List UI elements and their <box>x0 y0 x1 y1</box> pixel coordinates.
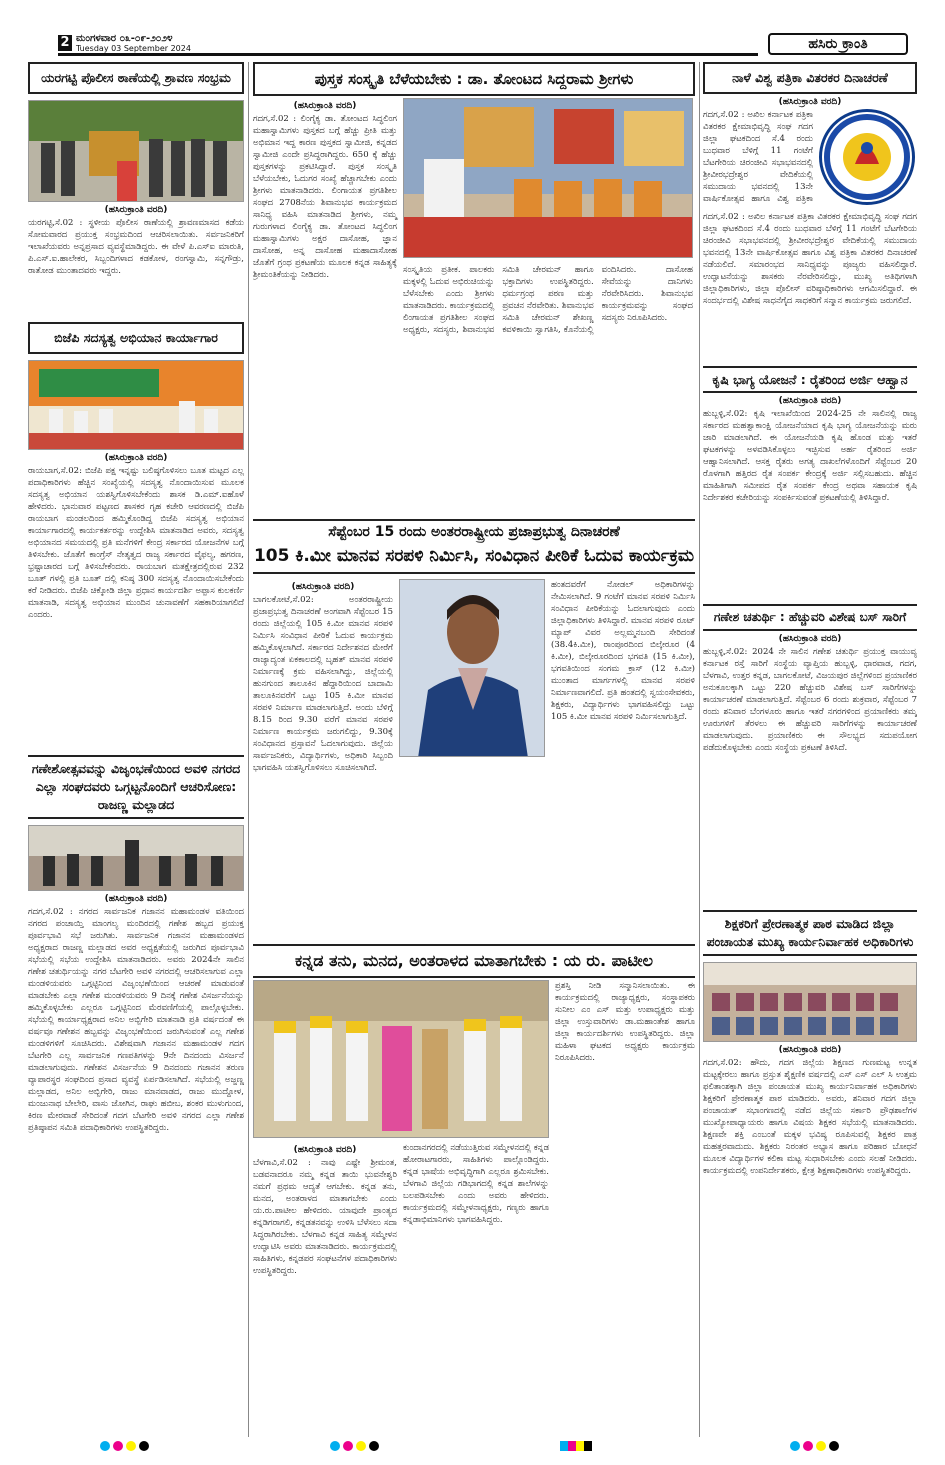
story-police-shravana <box>28 62 244 315</box>
story-teachers-motivation <box>703 910 917 1437</box>
photo-illustration <box>29 361 244 450</box>
headline: ನಾಳೆ ವಿಶ್ವ ಪತ್ರಿಕಾ ವಿತರಕರ ದಿನಾಚರಣೆ <box>703 62 917 94</box>
story-body-middle: ಕುಂದಾನಗರದಲ್ಲಿ ನಡೆಯುತ್ತಿರುವ ಸಮ್ಮೇಳನದಲ್ಲಿ ಕನ್ನಡ ಹೋರಾಟಗಾರರು, ಸಾಹಿತಿಗಳು ಪಾಲ್ಗೊಂಡಿದ್ದರು. ಕನ್ನಡ ಭಾಷೆಯ ಅಭಿವೃದ್ಧಿಗಾಗಿ ಎಲ್ಲರೂ ಶ್ರಮಿಸಬೇಕು. ಬೆಳಗಾವಿ ಜಿಲ್ಲೆಯ ಗಡಿಭಾಗದಲ್ಲಿ ಕನ್ನಡ ಶಾಲೆಗಳನ್ನು ಬಲಪಡಿಸಬೇಕು ಎಂದು ಅವರು ಹೇಳಿದರು. ಕಾರ್ಯಕ್ರಮದಲ್ಲಿ ಸಮ್ಮೇಳನಾಧ್ಯಕ್ಷರು, ಗಣ್ಯರು ಹಾಗೂ ಕನ್ನಡಾಭಿಮಾನಿಗಳು ಭಾಗವಹಿಸಿದ್ದರು. <box>403 1143 549 1225</box>
photo-illustration <box>254 981 549 1138</box>
story-pustaka-samskruti <box>253 62 695 514</box>
story-bjp-membership <box>28 322 244 747</box>
story-left-column <box>253 98 397 281</box>
column-divider <box>248 62 249 1437</box>
story-ganesha-bus <box>703 604 917 904</box>
story-body-continued: ಗದಗ,ಸೆ.02 : ಅಖಿಲ ಕರ್ನಾಟಕ ಪತ್ರಿಕಾ ವಿತರಕರ ಕ್ಷೇಮಾಭಿವೃದ್ಧಿ ಸಂಘ ಗದಗ ಜಿಲ್ಲಾ ಘಟಕದಿಂದ ಸೆ.4 ರಂದು ಬುಧವಾರ ಬೆಳಿಗ್ಗೆ 11 ಗಂಟೆಗೆ ಬೆಟಗೇರಿಯ ಚಿರಂಜೀವಿ ಸಭಾಭವನದಲ್ಲಿ ಶ್ರೀವೀರಭದ್ರೇಶ್ವರ ವೇದಿಕೆಯಲ್ಲಿ ಸಮುದಾಯ ಭವನದಲ್ಲಿ 13ನೇ ವಾರ್ಷಿಕೋತ್ಸವ ಹಾಗೂ ವಿಶ್ವ ಪತ್ರಿಕಾ ವಿತರಕರ ದಿನಾಚರಣೆ ನಡೆಯಲಿದೆ. ಸಮಾರಂಭದ ಸಾನಿಧ್ಯವನ್ನು ಪೂಜ್ಯರು ವಹಿಸಲಿದ್ದಾರೆ. ಉದ್ಘಾಟನೆಯನ್ನು ಶಾಸಕರು ನೆರವೇರಿಸಲಿದ್ದು, ಮುಖ್ಯ ಅತಿಥಿಗಳಾಗಿ ಜಿಲ್ಲಾಧಿಕಾರಿಗಳು, ಜಿಲ್ಲಾ ಪೊಲೀಸ್ ವರಿಷ್ಠಾಧಿಕಾರಿಗಳು ಆಗಮಿಸಲಿದ್ದಾರೆ. ಈ ಸಂದರ್ಭದಲ್ಲಿ ವಿಶೇಷ ಸಾಧನೆಗೈದ ಸಾಧಕರಿಗೆ ಸನ್ಮಾನ ಕಾರ್ಯಕ್ರಮ ಜರುಗಲಿದೆ. <box>703 212 917 306</box>
story-left-column <box>253 579 393 774</box>
story-body: ರಾಯಬಾಗ,ಸೆ.02: ಬಿಜೆಪಿ ಪಕ್ಷ ಇನ್ನಷ್ಟು ಬಲಿಷ್ಠಗೊಳಿಸಲು ಬೂತ ಮಟ್ಟದ ಎಲ್ಲ ಪದಾಧಿಕಾರಿಗಳು ಹೆಚ್ಚಿನ ಸಂಖ್ಯೆಯಲ್ಲಿ ಸದಸ್ಯತ್ವ ನೊಂದಾಯಿಸುವ ಮೂಲಕ ಸದಸ್ಯತ್ವ ಅಭಿಯಾನ ಯಶಸ್ವಿಗೊಳಿಸಬೇಕೆಂದು ಶಾಸಕ ಡಿ.ಎಮ್.ಐಹೊಳೆ ಹೇಳಿದರು. ಭಾನುವಾರ ಪಟ್ಟಣದ ಶಾಸಕರ ಗೃಹ ಕಚೇರಿ ಆವರಣದಲ್ಲಿ ಬಿಜೆಪಿ ರಾಯಬಾಗ ಮಂಡಲದಿಂದ ಹಮ್ಮಿಕೊಂಡಿದ್ದ ಬಿಜೆಪಿ ಸದಸ್ಯತ್ವ ಅಭಿಯಾನ ಕಾರ್ಯಾಗಾರದಲ್ಲಿ ಕಾರ್ಯಕರ್ತರನ್ನು ಉದ್ದೇಶಿಸಿ ಮಾತನಾಡಿದ ಅವರು, ಸದಸ್ಯತ್ವ ಅಭಿಯಾನದ ಸಮಯದಲ್ಲಿ ಪ್ರತಿ ಮನೆಗಳಿಗೆ ಕೇಂದ್ರ ಸರ್ಕಾರದ ಯೋಜನೆಗಳ ಬಗ್ಗೆ ತಿಳಿಸಬೇಕು. ಜೊತೆಗೆ ಕಾಂಗ್ರೆಸ್ ನೇತೃತ್ವದ ರಾಜ್ಯ ಸರ್ಕಾರದ ವೈಫಲ್ಯ, ಹಗರಣ, ಭ್ರಷ್ಟಾಚಾರದ ಬಗ್ಗೆ ತಿಳಿಸಬೇಕೆಂದರು. ರಾಯಬಾಗ ಮತಕ್ಷೇತ್ರದಲ್ಲಿರುವ 232 ಬೂತ್ ಗಳಲ್ಲಿ ಪ್ರತಿ ಬೂತ್ ದಲ್ಲಿ ಕನಿಷ್ಠ 300 ಸದಸ್ಯತ್ವ ನೊಂದಾಯಿಸಬೇಕೆಂದು ಕರೆ ನೀಡಿದರು. ಬಿಜೆಪಿ ಚಿಕ್ಕೋಡಿ ಜಿಲ್ಲಾ ಪ್ರಧಾನ ಕಾರ್ಯದರ್ಶಿ ಅಪ್ಪಾಸ ಕುಲಕರ್ಣಿ ಮಾತನಾಡಿ, ಸದಸ್ಯತ್ವ ಅಭಿಯಾನ ಮುಂದಿನ ಚುನಾವಣೆಗೆ ಸಹಕಾರಿಯಾಗಲಿದೆ ಎಂದರು. <box>28 466 244 620</box>
story-body: ಗದಗ,ಸೆ.02 : ಲಿಂಗೈಕ್ಯ ಡಾ. ತೋಂಟದ ಸಿದ್ಧಲಿಂಗ ಮಹಾಸ್ವಾಮಿಗಳು ಪುಸ್ತಕದ ಬಗ್ಗೆ ಹೆಚ್ಚು ಪ್ರೀತಿ ಮತ್ತು ಅಭಿಮಾನ ಇದ್ದ ಕಾರಣ ಪುಸ್ತಕದ ಸ್ವಾಮೀಜಿ, ಕನ್ನಡದ ಸ್ವಾಮೀಜಿ ಎಂದೇ ಪ್ರಸಿದ್ಧರಾಗಿದ್ದರು. 650 ಕ್ಕೆ ಹೆಚ್ಚು ಪುಸ್ತಕಗಳನ್ನು ಪ್ರಕಟಿಸಿದ್ದಾರೆ. ಪುಸ್ತಕ ಸಂಸ್ಕೃತಿ ಬೆಳೆಯಬೇಕು, ಓದುಗರ ಸಂಖ್ಯೆ ಹೆಚ್ಚಾಗಬೇಕು ಎಂದು ಶ್ರೀಗಳು ಮಾತನಾಡಿದರು. ಲಿಂಗಾಯತ ಪ್ರಗತಿಶೀಲ ಸಂಘದ 2708ನೆಯ ಶಿವಾನುಭವ ಕಾರ್ಯಕ್ರಮದ ಸಾನಿಧ್ಯ ವಹಿಸಿ ಮಾತನಾಡಿದ ಶ್ರೀಗಳು, ನಮ್ಮ ಗುರುಗಳಾದ ಲಿಂಗೈಕ್ಯ ಡಾ. ತೋಂಟದ ಸಿದ್ಧಲಿಂಗ ಮಹಾಸ್ವಾಮಿಗಳು ಅಕ್ಷರ ದಾಸೋಹ, ಜ್ಞಾನ ದಾಸೋಹ, ಅನ್ನ ದಾಸೋಹ ಮಹಾದಾಸೋಹ ಜೊತೆಗೆ ಗ್ರಂಥ ಪ್ರಕಟಣೆಯ ಮೂಲಕ ಕನ್ನಡ ಸಾಹಿತ್ಯಕ್ಕೆ ಶ್ರೀಮಂತಿಕೆಯನ್ನು ನೀಡಿದರು. <box>253 114 397 280</box>
masthead-rule <box>58 53 758 56</box>
story-credit: (ಹಸಿರುಕ್ರಾಂತಿ ವರದಿ) <box>104 894 168 904</box>
story-body: ಗದಗ,ಸೆ.02: ಹೌದು, ಗದಗ ಜಿಲ್ಲೆಯ ಶಿಕ್ಷಣದ ಗುಣಮಟ್ಟ ಉನ್ನತ ಮಟ್ಟಕ್ಕೇರಲು ಹಾಗೂ ಪ್ರಸ್ತುತ ಶೈಕ್ಷಣಿಕ ವರ್ಷದಲ್ಲಿ ಎಸ್ ಎಸ್ ಎಲ್ ಸಿ ಉತ್ತಮ ಫಲಿತಾಂಶಕ್ಕಾಗಿ ಜಿಲ್ಲಾ ಪಂಚಾಯತ ಮುಖ್ಯ ಕಾರ್ಯನಿರ್ವಾಹಕ ಅಧಿಕಾರಿಗಳು ಶಿಕ್ಷಕರಿಗೆ ಪ್ರೇರಣಾತ್ಮಕ ಪಾಠ ಮಾಡಿದರು. ಅವರು, ಶನಿವಾರ ಗದಗ ಜಿಲ್ಲಾ ಪಂಚಾಯತ್ ಸಭಾಂಗಣದಲ್ಲಿ ನಡೆದ ಜಿಲ್ಲೆಯ ಸರ್ಕಾರಿ ಪ್ರೌಢಶಾಲೆಗಳ ಮುಖ್ಯೋಪಾಧ್ಯಾಯರು ಹಾಗೂ ವಿಷಯ ಶಿಕ್ಷಕರ ಸಭೆಯಲ್ಲಿ ಮಾತನಾಡಿದರು. ಶಿಕ್ಷಣವೇ ಶಕ್ತಿ ಎಂಬಂತೆ ಮಕ್ಕಳ ಭವಿಷ್ಯ ರೂಪಿಸುವಲ್ಲಿ ಶಿಕ್ಷಕರ ಪಾತ್ರ ಮಹತ್ತರವಾದುದು. ಶಿಕ್ಷಕರು ನಿರಂತರ ಅಭ್ಯಾಸ ಹಾಗೂ ಪರಿಹಾರ ಬೋಧನೆ ಮೂಲಕ ವಿದ್ಯಾರ್ಥಿಗಳ ಕಲಿಕಾ ಮಟ್ಟ ಸುಧಾರಿಸಬೇಕು ಎಂದು ಸಲಹೆ ನೀಡಿದರು. ಕಾರ್ಯಕ್ರಮದಲ್ಲಿ ಉಪನಿರ್ದೇಶಕರು, ಕ್ಷೇತ್ರ ಶಿಕ್ಷಣಾಧಿಕಾರಿಗಳು ಉಪಸ್ಥಿತರಿದ್ದರು. <box>703 1058 917 1176</box>
page-masthead <box>0 0 945 56</box>
headline: ಪುಸ್ತಕ ಸಂಸ್ಕೃತಿ ಬೆಳೆಯಬೇಕು : ಡಾ. ತೋಂಟದ ಸಿದ್ದರಾಮ ಶ್ರೀಗಳು <box>253 62 695 96</box>
headline: ಬಿಜೆಪಿ ಸದಸ್ಯತ್ವ ಅಭಿಯಾನ ಕಾರ್ಯಾಗಾರ <box>28 322 244 354</box>
story-body: ಬಾಗಲಕೋಟೆ,ಸೆ.02: ಅಂತರರಾಷ್ಟ್ರೀಯ ಪ್ರಜಾಪ್ರಭುತ್ವ ದಿನಾಚರಣೆ ಅಂಗವಾಗಿ ಸೆಪ್ಟೆಂಬರ 15 ರಂದು ಜಿಲ್ಲೆಯಲ್ಲಿ 105 ಕಿ.ಮೀ ಮಾನವ ಸರಪಳಿ ನಿರ್ಮಿಸಿ ಸಂವಿಧಾನ ಪೀಠಿಕೆ ಓದುವ ಕಾರ್ಯಕ್ರಮ ಹಮ್ಮಿಕೊಳ್ಳಲಾಗಿದೆ. ಸರ್ಕಾರದ ನಿರ್ದೇಶನದ ಮೇರೆಗೆ ರಾಜ್ಯಾದ್ಯಂತ ಏಕಕಾಲದಲ್ಲಿ ಬೃಹತ್ ಮಾನವ ಸರಪಳಿ ನಿರ್ಮಾಣಕ್ಕೆ ಕ್ರಮ ವಹಿಸಲಾಗಿದ್ದು, ಜಿಲ್ಲೆಯಲ್ಲಿ ಹುನಗುಂದ ತಾಲೂಕಿನ ಹೆದ್ದಾರಿಯಿಂದ ಬಾದಾಮಿ ತಾಲೂಕಿನವರೆಗೆ ಒಟ್ಟು 105 ಕಿ.ಮೀ ಮಾನವ ಸರಪಳಿ ನಿರ್ಮಾಣ ಮಾಡಲಾಗುತ್ತಿದೆ. ಅಂದು ಬೆಳಿಗ್ಗೆ 8.15 ರಿಂದ 9.30 ವರೆಗೆ ಮಾನವ ಸರಪಳಿ ನಿರ್ಮಾಣ ಕಾರ್ಯಕ್ರಮ ಜರುಗಲಿದ್ದು, 9.30ಕ್ಕೆ ಸಂವಿಧಾನದ ಪ್ರಸ್ತಾವನೆ ಓದಲಾಗುವುದು. ಜಿಲ್ಲೆಯ ಸಾರ್ವಜನಿಕರು, ವಿದ್ಯಾರ್ಥಿಗಳು, ಅಧಿಕಾರಿ ಸಿಬ್ಬಂದಿ ಭಾಗವಹಿಸಿ ಯಶಸ್ವಿಗೊಳಿಸಲು ಸೂಚಿಸಲಾಗಿದೆ. <box>253 595 393 773</box>
story-body: ಬೆಳಗಾವಿ,ಸೆ.02 : ನಾವು ಎಷ್ಟೇ ಶ್ರೀಮಂತ, ಬಡವನಾದರೂ ನಮ್ಮ ಕನ್ನಡ ತಾಯಿ ಭುವನೇಶ್ವರಿ ನಮಗೆ ಪ್ರಥಮ ಆದ್ಯತೆ ಆಗಬೇಕು. ಕನ್ನಡ ತನು, ಮನದ, ಅಂತರಾಳದ ಮಾತಾಗಬೇಕು ಎಂದು ಯ.ರು.ಪಾಟೀಲ ಹೇಳಿದರು. ಯಾವುದೇ ಪ್ರಾಂತ್ಯದ ಕನ್ನಡಿಗರಾಗಲಿ, ಕನ್ನಡತನವನ್ನು ಉಳಿಸಿ ಬೆಳೆಸಲು ಸದಾ ಸಿದ್ಧರಾಗಿರಬೇಕು. ಬೆಳಗಾವಿ ಕನ್ನಡ ಸಾಹಿತ್ಯ ಸಮ್ಮೇಳನ ಉದ್ಘಾಟಿಸಿ ಅವರು ಮಾತನಾಡಿದರು. ಕಾರ್ಯಕ್ರಮದಲ್ಲಿ ಸಾಹಿತಿಗಳು, ಕನ್ನಡಪರ ಸಂಘಟನೆಗಳ ಪದಾಧಿಕಾರಿಗಳು ಉಪಸ್ಥಿತರಿದ್ದರು. <box>253 1158 397 1276</box>
story-left-column <box>253 1142 397 1277</box>
photo-ganesha-meeting <box>28 825 244 891</box>
portrait-illustration <box>400 580 545 757</box>
story-body: ಗದಗ,ಸೆ.02 : ನಗರದ ಸಾರ್ವಜನಿಕ ಗಜಾನನ ಮಹಾಮಂಡಳ ವತಿಯಿಂದ ನಗರದ ಪಂಚಾಯ್ತಿ ಮಾಂಗಲ್ಯ ಮಂದಿರದಲ್ಲಿ ಗಣೇಶ ಹಬ್ಬದ ಪ್ರಯುಕ್ತ ಪೂರ್ವಭಾವಿ ಸಭೆ ಜರುಗಿತು. ಸಾರ್ವಜನಿಕ ಗಜಾನನ ಮಹಾಮಂಡಳದ ಅಧ್ಯಕ್ಷರಾದ ರಾಜಣ್ಣ ಮಲ್ಲಾಡದ ಅವರ ಅಧ್ಯಕ್ಷತೆಯಲ್ಲಿ ಜರುಗಿದ ಪೂರ್ವಭಾವಿ ಸಭೆಯಲ್ಲಿ ಸಭೆಯ ಉದ್ದೇಶಿಸಿ ಮಾತನಾಡಿದರು. ಅವರು 2024ನೇ ಸಾಲಿನ ಗಣೇಶ ಚತುರ್ಥಿಯನ್ನು ನಗರ ಬೆಟಗೇರಿ ಅವಳಿ ನಗರದಲ್ಲಿ ಆಚರಿಸಲಾಗುವ ಎಲ್ಲಾ ಮಂಡಳಿಯವರು ಒಗ್ಗಟ್ಟಿನಿಂದ ವಿಜೃಂಭಣೆಯಿಂದ ಆಚರಣೆ ಮಾಡುವಂತೆ ಮಾಡಬೇಕು ಎಲ್ಲಾ ಗಣೇಶ ಮಂಡಳಿಯವರು 9 ದಿನಕ್ಕೆ ಗಣೇಶ ವಿಸರ್ಜನೆಯನ್ನು ಹಮ್ಮಿಕೊಳ್ಳಬೇಕು ಎಲ್ಲರೂ ಒಗ್ಗಟ್ಟಿನಿಂದ ಮೆರವಣಿಗೆಯಲ್ಲಿ ಪಾಲ್ಗೊಳ್ಳಬೇಕು. ಸಭೆಯಲ್ಲಿ ಕಾರ್ಯಾಧ್ಯಕ್ಷರಾದ ಅನಿಲ ಅಬ್ಬಿಗೇರಿ ಮಾತನಾಡಿ ಪ್ರತಿ ವರ್ಷದಂತೆ ಈ ವರ್ಷವೂ ಗಣೇಶನ ಹಬ್ಬವನ್ನು ವಿಜೃಂಭಣೆಯಿಂದ ಜರುಗಿಸುವಂತೆ ಎಲ್ಲ ಗಣೇಶ ಮಂಡಳಿಗಳಿಗೆ ಸೂಚಿಸಿದರು. ವಿಶೇಷವಾಗಿ ಗಜಾನನ ಮಹಾಮಂಡಳ ಗದಗ ಬೆಟಗೇರಿ ಎಲ್ಲ ಸಾರ್ವಜನಿಕ ಗಣಪತಿಗಳನ್ನು 9ನೇ ದಿನದಂದು ವಿಸರ್ಜನೆ ಮಾಡಲಾಗುವುದು. ಗಣೇಶನ ವಿಸರ್ಜನೆಯ 9 ದಿನದಂದು ಗಜಾನನ ತರುಣ ವ್ಯಾಪಾರಸ್ಥರ ಸಂಘದಿಂದ ಪ್ರಸಾದ ವ್ಯವಸ್ಥೆ ಏರ್ಪಡಿಸಲಾಗಿದೆ. ಸಭೆಯಲ್ಲಿ ಅಜ್ಜಣ್ಣ ಮಲ್ಲಾಡದ, ಅನಿಲ ಅಬ್ಬಿಗೇರಿ, ರಾಜು ಮಾನವಾಡದ, ರಾಜು ಮುದ್ದೋಳ, ಮಂಜುನಾಥ ಬೇಲೇರಿ, ವಾಸು ಜೋಗಿನ, ರಾಘು ಹಬೀಬ, ಶಂಕರ ಮುಳುಗುಂದ, ಕಿರಣ ಮೇರವಾಡೆ ಸೇರಿದಂತೆ ಗದಗ ಬೆಟಗೇರಿ ಅವಳಿ ನಗರದ ಎಲ್ಲಾ ಗಣೇಶ ಪ್ರತಿಷ್ಠಾಪನ ಸಮಿತಿ ಪದಾಧಿಕಾರಿಗಳು ಉಪಸ್ಥಿತರಿದ್ದರು. <box>28 907 244 1133</box>
color-bar <box>560 1441 592 1451</box>
headline: ಕನ್ನಡ ತನು, ಮನದ, ಅಂತರಾಳದ ಮಾತಾಗಬೇಕು : ಯ ರು. ಪಾಟೀಲ <box>253 944 695 978</box>
headline: ಗಣೇಶ ಚತುರ್ಥಿ : ಹೆಚ್ಚುವರಿ ವಿಶೇಷ ಬಸ್ ಸಾರಿಗೆ <box>703 604 917 631</box>
registration-marks <box>790 1441 839 1451</box>
kicker: ಸೆಪ್ಟೆಂಬರ 15 ರಂದು ಅಂತರರಾಷ್ಟ್ರೀಯ ಪ್ರಜಾಪ್ರಭುತ್ವ ದಿನಾಚರಣೆ <box>253 519 695 544</box>
registration-marks <box>100 1441 149 1451</box>
story-credit: (ಹಸಿರುಕ್ರಾಂತಿ ವರದಿ) <box>291 582 355 592</box>
photo-illustration <box>29 101 244 202</box>
story-body-right: ಹಂತದವರೆಗೆ ನೋಡಲ್ ಅಧಿಕಾರಿಗಳನ್ನು ನೇಮಿಸಲಾಗಿದೆ. 9 ಗಂಟೆಗೆ ಮಾನವ ಸರಪಳಿ ನಿರ್ಮಿಸಿ ಸಂವಿಧಾನ ಪೀಠಿಕೆಯನ್ನು ಓದಲಾಗುವುದು ಎಂದು ಜಿಲ್ಲಾಧಿಕಾರಿಗಳು ತಿಳಿಸಿದ್ದಾರೆ. ಮಾನವ ಸರಪಳಿ ರೂಟ್ ಮ್ಯಾಪ್ ವಿವರ ಅಲ್ಲಮ್ಮನಬಂದಿ ಸೇರಿದಂತೆ (38.4ಕಿ.ಮೀ), ರಾಂಪೂರದಿಂದ ಬಿಲ್ಕೇರೂರ (4 ಕಿ.ಮೀ), ಬಿಲ್ಕೇರೂರದಿಂದ ಭಗವತಿ (15 ಕಿ.ಮೀ), ಭಗವತಿಯಿಂದ ಸಂಗಮ ಕ್ರಾಸ್ (12 ಕಿ.ಮೀ) ಮುಂತಾದ ಮಾರ್ಗಗಳಲ್ಲಿ ಮಾನವ ಸರಪಳಿ ನಿರ್ಮಾಣವಾಗಲಿದೆ. ಪ್ರತಿ ಹಂತದಲ್ಲಿ ಸ್ವಯಂಸೇವಕರು, ಶಿಕ್ಷಕರು, ವಿದ್ಯಾರ್ಥಿಗಳು ಭಾಗವಹಿಸಲಿದ್ದು ಒಟ್ಟು 105 ಕಿ.ಮೀ ಮಾನವ ಸರಪಳಿ ನಿರ್ಮಿಸಲಾಗುತ್ತಿದೆ. <box>551 580 695 722</box>
date-line: ಮಂಗಳವಾರ ೦೩-೦೯-೨೦೨೪ <box>76 33 173 44</box>
story-krushi-bhagya <box>703 366 917 598</box>
story-top-row <box>703 109 917 207</box>
story-credit: (ಹಸಿರುಕ್ರಾಂತಿ ವರದಿ) <box>778 97 842 107</box>
story-body-right: ಸಂಸ್ಕೃತಿಯ ಪ್ರತೀಕ. ಪಾಲಕರು ಮಕ್ಕಳಲ್ಲಿ ಓದುವ ಅಭಿರುಚಿಯನ್ನು ಬೆಳೆಸಬೇಕು ಎಂದು ಶ್ರೀಗಳು ಮಾತನಾಡಿದರು. ಕಾರ್ಯಕ್ರಮದಲ್ಲಿ ಲಿಂಗಾಯತ ಪ್ರಗತಿಶೀಲ ಸಂಘದ ಅಧ್ಯಕ್ಷರು, ಸದಸ್ಯರು, ಶಿವಾನುಭವ ಸಮಿತಿ ಚೇರಮನ್ ಹಾಗೂ ಭಕ್ತಾದಿಗಳು ಉಪಸ್ಥಿತರಿದ್ದರು. ಧರ್ಮಗ್ರಂಥ ಪಠಣ ಮತ್ತು ಪ್ರವಚನ ನೆರವೇರಿತು. ಶಿವಾನುಭವ ಸಮಿತಿ ಚೇರಮನ್ ಶೇಖಣ್ಣ ಕವಳಿಕಾಯಿ ಸ್ವಾಗತಿಸಿ, ಕೊನೆಯಲ್ಲಿ ವಂದಿಸಿದರು. ದಾಸೋಹ ಸೇವೆಯನ್ನು ದಾನಿಗಳು ನೆರವೇರಿಸಿದರು. ಶಿವಾನುಭವ ಕಾರ್ಯಕ್ರಮವನ್ನು ಸಂಘದ ಸದಸ್ಯರು ನಿರೂಪಿಸಿದರು. <box>403 265 693 335</box>
photo-pustaka-event <box>403 98 693 258</box>
registration-marks <box>330 1441 379 1451</box>
photo-official-portrait <box>399 579 545 757</box>
story-ganeshotsava <box>28 755 244 1437</box>
story-distributors-day <box>703 62 917 360</box>
story-body: ಗದಗ,ಸೆ.02 : ಅಖಿಲ ಕರ್ನಾಟಕ ಪತ್ರಿಕಾ ವಿತರಕರ ಕ್ಷೇಮಾಭಿವೃದ್ಧಿ ಸಂಘ ಗದಗ ಜಿಲ್ಲಾ ಘಟಕದಿಂದ ಸೆ.4 ರಂದು ಬುಧವಾರ ಬೆಳಿಗ್ಗೆ 11 ಗಂಟೆಗೆ ಬೆಟಗೇರಿಯ ಚಿರಂಜೀವಿ ಸಭಾಭವನದಲ್ಲಿ ಶ್ರೀವೀರಭದ್ರೇಶ್ವರ ವೇದಿಕೆಯಲ್ಲಿ ಸಮುದಾಯ ಭವನದಲ್ಲಿ 13ನೇ ವಾರ್ಷಿಕೋತ್ಸವ ಹಾಗೂ ವಿಶ್ವ ಪತ್ರಿಕಾ <box>703 110 813 204</box>
photo-illustration <box>704 963 917 1042</box>
photo-police-event <box>28 100 244 202</box>
logo-emblem <box>822 112 912 202</box>
story-credit: (ಹಸಿರುಕ್ರಾಂತಿ ವರದಿ) <box>778 634 842 644</box>
photo-bjp-event <box>28 360 244 450</box>
story-kannada-sammelana <box>253 944 695 1437</box>
story-body: ಯರಗಟ್ಟಿ,ಸೆ.02 : ಸ್ಥಳೀಯ ಪೊಲೀಸ ಠಾಣೆಯಲ್ಲಿ ಶ್ರಾವಣಮಾಸದ ಕಡೆಯ ಸೋಮವಾರದ ಪ್ರಯುಕ್ತ ಸಂಭ್ರಮದಿಂದ ಆಚರಿಸಲಾಯಿತು. ಸರ್ವಜನಿಕರಿಗೆ ಇಲಾಖೆಯವರು ಅನ್ನಪ್ರಸಾದ ವ್ಯವಸ್ಥೆಮಾಡಿದ್ದರು. ಈ ವೇಳೆ ಪಿ.ಎಸ್‌ಐ ಮಾರುತಿ, ಪಿ.ಎಸ್.ಐ.ಹಾಲೇಕರ, ಸಿಬ್ಬಂದಿಗಳಾದ ಕಡಕೋಳ, ರಂಗಸ್ವಾಮಿ, ಸನ್ನಗೌಡ್ರು, ರಾತೋಡ ಮುಂತಾದವರು ಇದ್ದರು. <box>28 218 244 276</box>
association-logo <box>819 109 915 205</box>
story-credit: (ಹಸಿರುಕ್ರಾಂತಿ ವರದಿ) <box>778 396 842 406</box>
story-body: ಹುಬ್ಬಳ್ಳಿ,ಸೆ.02: 2024 ನೇ ಸಾಲಿನ ಗಣೇಶ ಚತುರ್ಥಿ ಪ್ರಯುಕ್ತ ವಾಯುವ್ಯ ಕರ್ನಾಟಕ ರಸ್ತೆ ಸಾರಿಗೆ ಸಂಸ್ಥೆಯ ವ್ಯಾಪ್ತಿಯ ಹುಬ್ಬಳ್ಳಿ, ಧಾರವಾಡ, ಗದಗ, ಬೆಳಗಾವಿ, ಉತ್ತರ ಕನ್ನಡ, ಬಾಗಲಕೋಟೆ, ವಿಜಯಪುರ ಜಿಲ್ಲೆಗಳಿಂದ ಪ್ರಯಾಣಿಕರ ಅನುಕೂಲಕ್ಕಾಗಿ ಒಟ್ಟು 220 ಹೆಚ್ಚುವರಿ ವಿಶೇಷ ಬಸ್ ಸಾರಿಗೆಗಳನ್ನು ಕಾರ್ಯಾಚರಣೆ ಮಾಡಲಾಗುತ್ತಿದೆ. ಸೆಪ್ಟೆಂಬರ 6 ರಂದು ಶುಕ್ರವಾರ, ಸೆಪ್ಟೆಂಬರ 7 ರಂದು ಶನಿವಾರ ಬೆಂಗಳೂರು ಹಾಗೂ ಇತರೆ ನಗರಗಳಿಂದ ಪ್ರಯಾಣಿಕರು ತಮ್ಮ ಊರುಗಳಿಗೆ ತೆರಳಲು ಈ ಹೆಚ್ಚುವರಿ ಸಾರಿಗೆಗಳನ್ನು ಕಾರ್ಯಾಚರಣೆ ಮಾಡಲಾಗುವುದು. ಪ್ರಯಾಣಿಕರು ಈ ಸೌಲಭ್ಯದ ಸದುಪಯೋಗ ಪಡೆದುಕೊಳ್ಳಬೇಕು ಎಂದು ಸಂಸ್ಥೆಯ ಪ್ರಕಟಣೆ ತಿಳಿಸಿದೆ. <box>703 647 917 753</box>
story-credit: (ಹಸಿರುಕ್ರಾಂತಿ ವರದಿ) <box>104 205 168 215</box>
story-credit: (ಹಸಿರುಕ್ರಾಂತಿ ವರದಿ) <box>293 101 357 111</box>
story-body-right: ಪ್ರಶಸ್ತಿ ನೀಡಿ ಸನ್ಮಾನಿಸಲಾಯಿತು. ಈ ಕಾರ್ಯಕ್ರಮದಲ್ಲಿ ರಾಜ್ಯಾಧ್ಯಕ್ಷರು, ಸಂಸ್ಥಾಪಕರು ಸುನೀಲ ಎಂ ಎಸ್ ಮತ್ತು ಉಪಾಧ್ಯಕ್ಷರು ಮತ್ತು ಜಿಲ್ಲಾ ಉಸ್ತುವಾರಿಗಳು ಡಾ.ಮಹಾಂತೇಶ ಹಾಗೂ ಜಿಲ್ಲಾ ಕಾರ್ಯದರ್ಶಿಗಳು ಉಪಸ್ಥಿತರಿದ್ದರು. ಜಿಲ್ಲಾ ಮಹಿಳಾ ಘಟಕದ ಅಧ್ಯಕ್ಷರು ಕಾರ್ಯಕ್ರಮ ನಿರೂಪಿಸಿದರು. <box>555 981 695 1063</box>
photo-illustration <box>29 826 244 891</box>
headline: ಗಣೇಶೋತ್ಸವವನ್ನು ವಿಜೃಂಭಣೆಯಿಂದ ಅವಳಿ ನಗರದ ಎಲ್ಲಾ ಸಂಘದವರು ಒಗ್ಗಟ್ಟನೊಂದಿಗೆ ಆಚರಿಸೋಣ: ರಾಜಣ್ಣ ಮಲ್ಲಾಡದ <box>28 755 244 819</box>
paper-name: ಹಸಿರು ಕ್ರಾಂತಿ <box>768 33 908 55</box>
headline: ಕೃಷಿ ಭಾಗ್ಯ ಯೋಜನೆ : ರೈತರಿಂದ ಅರ್ಜಿ ಆಹ್ವಾನ <box>703 366 917 393</box>
headline: 105 ಕಿ.ಮೀ ಮಾನವ ಸರಪಳಿ ನಿರ್ಮಿಸಿ, ಸಂವಿಧಾನ ಪೀಠಿಕೆ ಓದುವ ಕಾರ್ಯಕ್ರಮ <box>253 544 695 574</box>
page-number: 2 <box>58 35 72 51</box>
photo-teachers-meeting <box>703 962 917 1042</box>
photo-kannada-event <box>253 980 549 1138</box>
column-divider <box>699 62 700 1437</box>
story-credit: (ಹಸಿರುಕ್ರಾಂತಿ ವರದಿ) <box>293 1145 357 1155</box>
story-credit: (ಹಸಿರುಕ್ರಾಂತಿ ವರದಿ) <box>104 453 168 463</box>
photo-illustration <box>404 99 693 258</box>
headline: ಶಿಕ್ಷಕರಿಗೆ ಪ್ರೇರಣಾತ್ಮಕ ಪಾಠ ಮಾಡಿದ ಜಿಲ್ಲಾ ಪಂಚಾಯತ ಮುಖ್ಯ ಕಾರ್ಯನಿರ್ವಾಹಕ ಅಧಿಕಾರಿಗಳು <box>703 910 917 956</box>
story-credit: (ಹಸಿರುಕ್ರಾಂತಿ ವರದಿ) <box>778 1045 842 1055</box>
headline: ಯರಗಟ್ಟಿ ಪೊಲೀಸ ಠಾಣೆಯಲ್ಲಿ ಶ್ರಾವಣ ಸಂಭ್ರಮ <box>28 62 244 94</box>
date-english: Tuesday 03 September 2024 <box>76 44 191 53</box>
story-democracy-day <box>253 519 695 939</box>
story-body: ಹುಬ್ಬಳ್ಳಿ,ಸೆ.02: ಕೃಷಿ ಇಲಾಖೆಯಿಂದ 2024-25 ನೇ ಸಾಲಿನಲ್ಲಿ ರಾಜ್ಯ ಸರ್ಕಾರದ ಮಹತ್ವಾಕಾಂಕ್ಷಿ ಯೋಜನೆಯಾದ ಕೃಷಿ ಭಾಗ್ಯ ಯೋಜನೆಯನ್ನು ಮರು ಜಾರಿ ಮಾಡಲಾಗಿದೆ. ಈ ಯೋಜನೆಯಡಿ ಕೃಷಿ ಹೊಂಡ ಮತ್ತು ಇತರೆ ಘಟಕಗಳನ್ನು ಅಳವಡಿಸಿಕೊಳ್ಳಲು ಇಚ್ಛಿಸುವ ಅರ್ಹ ರೈತರಿಂದ ಅರ್ಜಿ ಆಹ್ವಾನಿಸಲಾಗಿದೆ. ಆಸಕ್ತ ರೈತರು ಅಗತ್ಯ ದಾಖಲೆಗಳೊಂದಿಗೆ ಸೆಪ್ಟೆಂಬರ 20 ರೊಳಗಾಗಿ ಹತ್ತಿರದ ರೈತ ಸಂಪರ್ಕ ಕೇಂದ್ರಕ್ಕೆ ಅರ್ಜಿ ಸಲ್ಲಿಸಬಹುದು. ಹೆಚ್ಚಿನ ಮಾಹಿತಿಗಾಗಿ ಸಮೀಪದ ರೈತ ಸಂಪರ್ಕ ಕೇಂದ್ರ ಅಥವಾ ಸಹಾಯಕ ಕೃಷಿ ನಿರ್ದೇಶಕರ ಕಚೇರಿಯನ್ನು ಸಂಪರ್ಕಿಸುವಂತೆ ಪ್ರಕಟಣೆಯಲ್ಲಿ ತಿಳಿಸಿದ್ದಾರೆ. <box>703 409 917 503</box>
